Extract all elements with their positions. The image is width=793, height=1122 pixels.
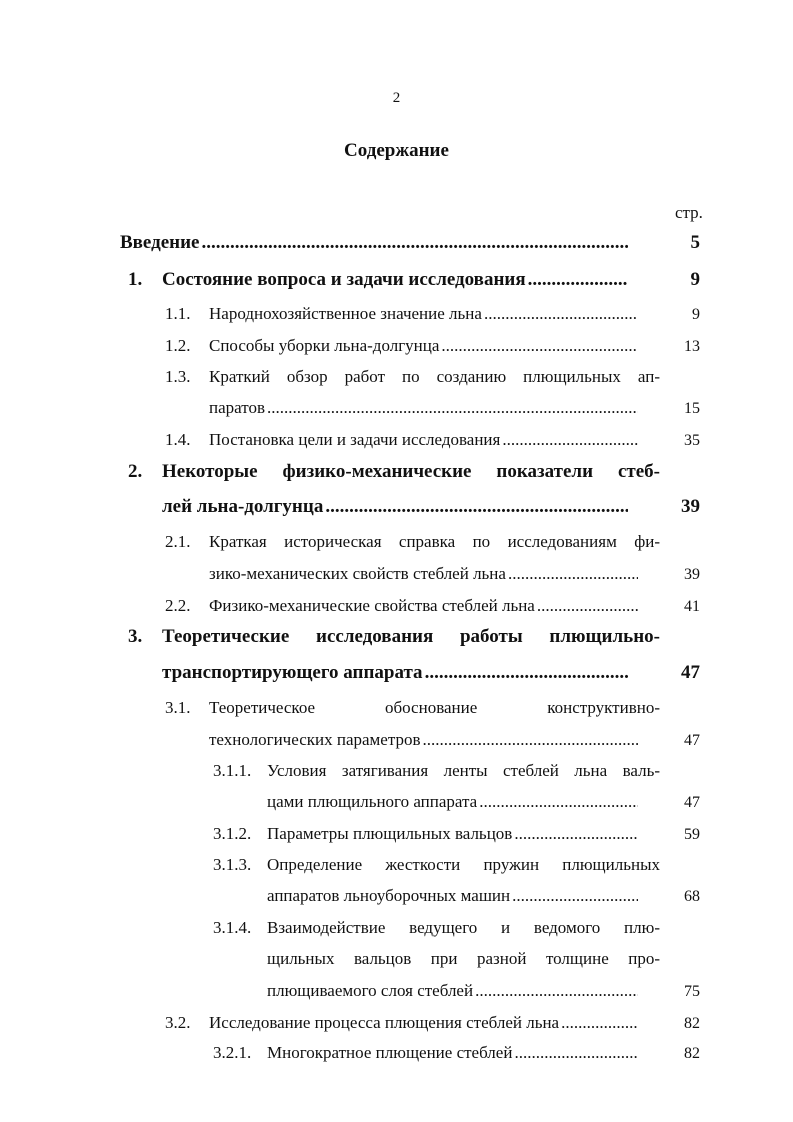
toc-leader-dots <box>202 232 629 254</box>
toc-entry-3-1-2[interactable] <box>213 824 700 844</box>
toc-entry-number: 3.1.4. <box>213 918 252 937</box>
toc-entry-3-1-1-line-2[interactable] <box>267 792 700 812</box>
toc-leader-dots <box>502 430 638 450</box>
toc-entry-page: 47 <box>684 732 700 749</box>
toc-leader-dots <box>508 564 638 584</box>
toc-entry-text: Постановка цели и задачи исследования <box>209 430 501 449</box>
toc-leader-dots <box>325 496 628 518</box>
toc-leader-dots <box>514 1043 638 1063</box>
toc-entry-number: 3. <box>128 626 143 647</box>
toc-entry-1-2[interactable] <box>165 336 700 356</box>
toc-leader-dots <box>479 792 638 812</box>
toc-entry-page: 5 <box>690 232 700 253</box>
toc-entry-1-1[interactable] <box>165 304 700 324</box>
toc-entry-page: 13 <box>684 338 700 355</box>
toc-entry-3-1-line-2[interactable] <box>209 730 700 750</box>
toc-entry-text: плющиваемого слоя стеблей <box>267 981 474 1000</box>
toc-entry-text: Народнохозяйственное значение льна <box>209 304 482 323</box>
toc-entry-text: Состояние вопроса и задачи исследования <box>162 269 526 290</box>
toc-entry-number: 2.2. <box>165 596 191 615</box>
toc-leader-dots <box>514 824 638 844</box>
toc-entry-text: Теоретические исследования работы плющильно- <box>162 626 660 647</box>
toc-entry-page: 82 <box>684 1015 700 1032</box>
toc-entry-chapter-2-line-1[interactable] <box>128 461 700 483</box>
toc-entry-text: зико-механических свойств стеблей льна <box>209 564 506 583</box>
toc-entry-number: 2. <box>128 461 143 482</box>
toc-entry-number: 3.2.1. <box>213 1043 252 1062</box>
toc-entry-number: 1.4. <box>165 430 191 449</box>
toc-entry-text: щильных вальцов при разной толщине про- <box>267 949 660 968</box>
toc-entry-text: Исследование процесса плющения стеблей льна <box>209 1013 560 1032</box>
toc-entry-2-1-line-1[interactable] <box>165 532 700 552</box>
toc-entry-text: Введение <box>120 232 200 253</box>
toc-entry-3-1-line-1[interactable] <box>165 698 700 718</box>
toc-leader-dots <box>423 730 638 750</box>
toc-entry-1-3-line-1[interactable] <box>165 367 700 387</box>
toc-entry-page: 41 <box>684 598 700 615</box>
toc-entry-page: 47 <box>681 662 700 683</box>
toc-entry-page: 35 <box>684 432 700 449</box>
toc-entry-page: 9 <box>690 269 700 290</box>
toc-entry-3-1-4-line-2[interactable] <box>267 949 700 969</box>
toc-leader-dots <box>528 269 628 291</box>
toc-entry-number: 1. <box>128 269 143 290</box>
toc-entry-page: 15 <box>684 400 700 417</box>
toc-entry-page: 82 <box>684 1045 700 1062</box>
toc-entry-3-1-3-line-1[interactable] <box>213 855 700 875</box>
toc-entry-text: Многократное плющение стеблей <box>267 1043 513 1062</box>
toc-entry-number: 1.2. <box>165 336 191 355</box>
toc-entry-text: аппаратов льноуборочных машин <box>267 886 511 905</box>
toc-entry-text: Определение жесткости пружин плющильных <box>267 855 660 874</box>
toc-entry-3-1-4-line-1[interactable] <box>213 918 700 938</box>
toc-entry-text: Параметры плющильных вальцов <box>267 824 513 843</box>
toc-entry-text: Краткий обзор работ по созданию плющильных ап- <box>209 367 660 386</box>
toc-entry-text: Некоторые физико-механические показатели стеб- <box>162 461 660 482</box>
toc-leader-dots <box>425 662 628 684</box>
toc-entry-2-1-line-2[interactable] <box>209 564 700 584</box>
toc-entry-chapter-3-line-2[interactable] <box>162 662 700 684</box>
toc-entry-text: паратов <box>209 398 265 417</box>
toc-leader-dots <box>512 886 638 906</box>
toc-entry-number: 1.3. <box>165 367 191 386</box>
toc-entry-text: Теоретическое обоснование конструктивно- <box>209 698 660 717</box>
toc-entry-number: 1.1. <box>165 304 191 323</box>
toc-entry-3-2[interactable] <box>165 1013 700 1033</box>
toc-leader-dots <box>561 1013 638 1033</box>
toc-entry-3-1-3-line-2[interactable] <box>267 886 700 906</box>
toc-entry-page: 39 <box>681 496 700 517</box>
toc-entry-text: Способы уборки льна-долгунца <box>209 336 440 355</box>
toc-entry-chapter-1[interactable] <box>128 269 700 291</box>
toc-entry-number: 3.1.2. <box>213 824 252 843</box>
toc-entry-page: 75 <box>684 983 700 1000</box>
toc-entry-text: Физико-механические свойства стеблей льна <box>209 596 535 615</box>
toc-entry-text: Взаимодействие ведущего и ведомого плю- <box>267 918 660 937</box>
toc-entry-3-1-4-line-3[interactable] <box>267 981 700 1001</box>
toc-leader-dots <box>267 398 638 418</box>
toc-entry-text: технологических параметров <box>209 730 421 749</box>
toc-entry-3-2-1[interactable] <box>213 1043 700 1063</box>
toc-entry-page: 47 <box>684 794 700 811</box>
toc-leader-dots <box>475 981 638 1001</box>
toc-entry-2-2[interactable] <box>165 596 700 616</box>
toc-title: Содержание <box>344 140 449 161</box>
toc-entry-1-3-line-2[interactable] <box>209 398 700 418</box>
toc-entry-introduction[interactable] <box>120 232 700 254</box>
toc-entry-chapter-2-line-2[interactable] <box>162 496 700 518</box>
toc-leader-dots <box>537 596 638 616</box>
toc-leader-dots <box>484 304 638 324</box>
toc-entry-text: транспортирующего аппарата <box>162 662 423 683</box>
toc-entry-text: лей льна-долгунца <box>162 496 324 517</box>
toc-entry-number: 3.1.3. <box>213 855 252 874</box>
toc-entry-3-1-1-line-1[interactable] <box>213 761 700 781</box>
toc-entry-chapter-3-line-1[interactable] <box>128 626 700 648</box>
page-column-header: стр. <box>675 203 703 222</box>
toc-entry-number: 3.1.1. <box>213 761 252 780</box>
toc-entry-page: 68 <box>684 888 700 905</box>
toc-entry-number: 3.1. <box>165 698 191 717</box>
page-number: 2 <box>392 90 401 106</box>
toc-entry-page: 39 <box>684 566 700 583</box>
toc-entry-page: 9 <box>692 306 700 323</box>
toc-entry-number: 2.1. <box>165 532 191 551</box>
toc-entry-page: 59 <box>684 826 700 843</box>
toc-entry-1-4[interactable] <box>165 430 700 450</box>
toc-leader-dots <box>441 336 638 356</box>
toc-entry-text: Условия затягивания ленты стеблей льна валь- <box>267 761 660 780</box>
toc-entry-text: цами плющильного аппарата <box>267 792 478 811</box>
toc-entry-text: Краткая историческая справка по исследованиям фи- <box>209 532 660 551</box>
toc-entry-number: 3.2. <box>165 1013 191 1032</box>
